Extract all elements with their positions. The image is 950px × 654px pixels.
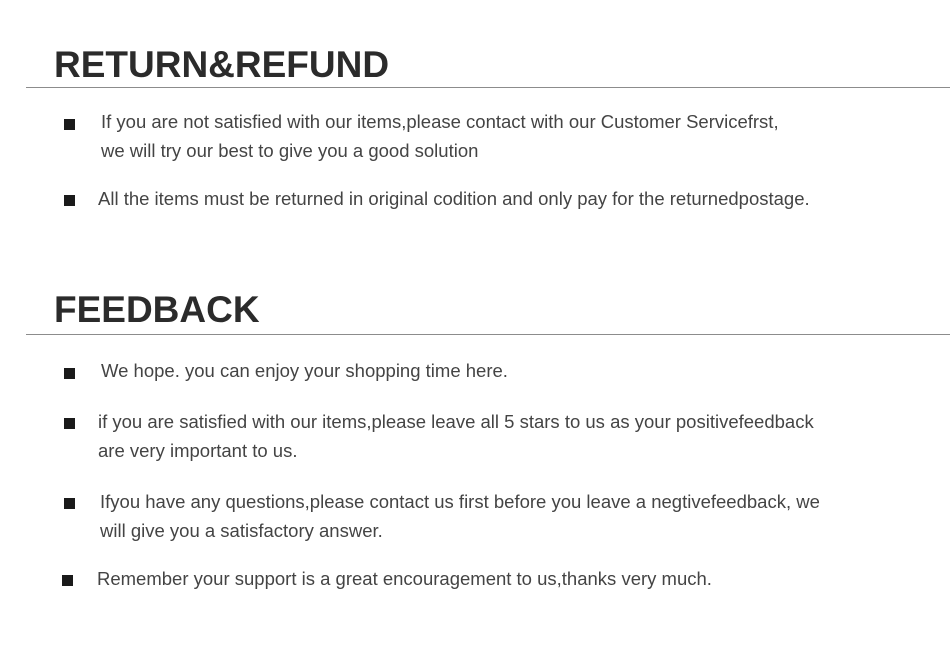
section-title-return-refund: RETURN&REFUND xyxy=(54,44,390,85)
item-text-line: Remember your support is a great encouragement to us,thanks very much. xyxy=(97,568,712,589)
item-text-line: Ifyou have any questions,please contact us first before you leave a negtivefeedback, we xyxy=(100,491,820,512)
item-text-line: are very important to us. xyxy=(98,440,298,461)
item-text-line: will give you a satisfactory answer. xyxy=(100,520,383,541)
section-divider xyxy=(26,87,950,88)
bullet-square-icon xyxy=(64,119,75,130)
item-text-line: if you are satisfied with our items,please leave all 5 stars to us as your positivefeedback xyxy=(98,411,814,432)
item-text-line: If you are not satisfied with our items,please contact with our Customer Servicefrst, xyxy=(101,111,779,132)
bullet-square-icon xyxy=(64,195,75,206)
section-divider xyxy=(26,334,950,335)
item-text-line: We hope. you can enjoy your shopping time here. xyxy=(101,360,508,381)
bullet-square-icon xyxy=(64,368,75,379)
section-title-feedback: FEEDBACK xyxy=(54,289,260,330)
item-text-line: All the items must be returned in original codition and only pay for the returnedpostage. xyxy=(98,188,810,209)
item-text-line: we will try our best to give you a good solution xyxy=(101,140,479,161)
bullet-square-icon xyxy=(64,418,75,429)
bullet-square-icon xyxy=(64,498,75,509)
bullet-square-icon xyxy=(62,575,73,586)
